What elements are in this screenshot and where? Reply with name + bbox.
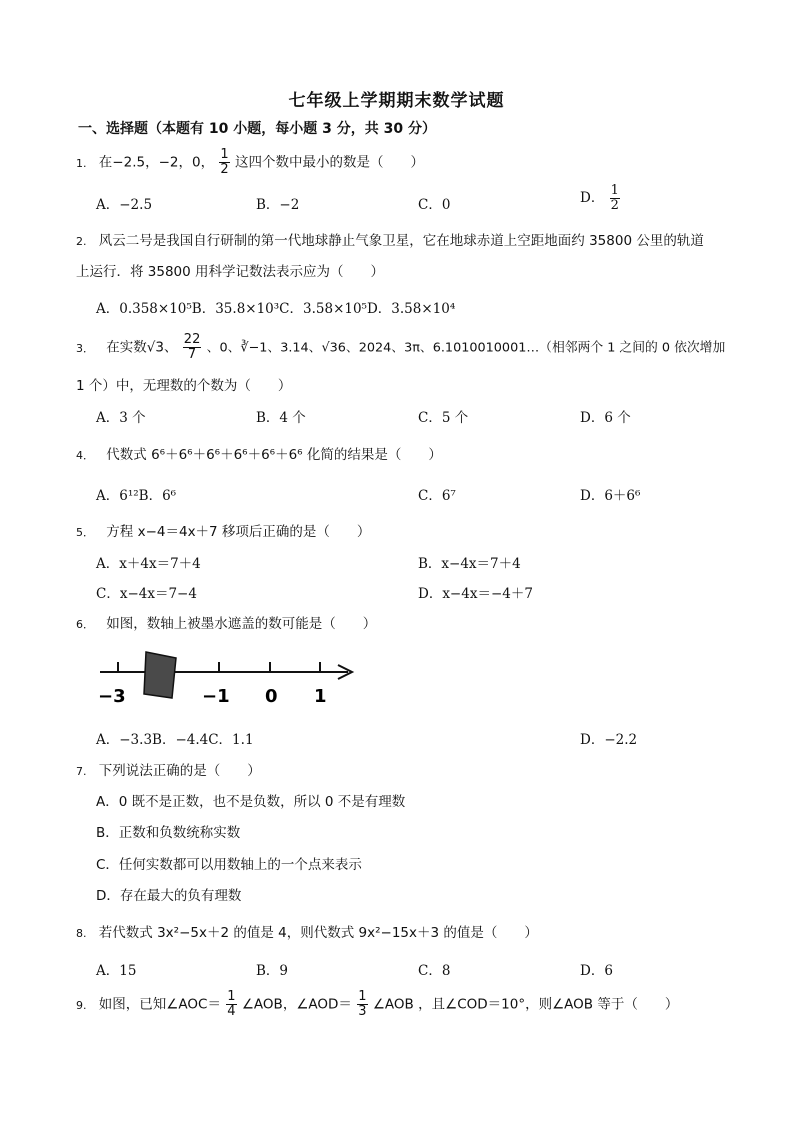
question-text: 如图，数轴上被墨水遮盖的数可能是（ ） bbox=[106, 616, 377, 632]
option-d: D．存在最大的负有理数 bbox=[96, 888, 242, 904]
option-b: B．正数和负数统称实数 bbox=[96, 825, 241, 841]
fraction-numerator: 1 bbox=[227, 989, 236, 1004]
question-text: 下列说法正确的是（ ） bbox=[98, 763, 261, 779]
options-row: A．0.358×10⁵B．35.8×10³C．3.58×10⁵D．3.58×10⁴ bbox=[96, 301, 456, 317]
option-b: B．9 bbox=[256, 963, 289, 979]
option-d: D．6 个 bbox=[580, 410, 631, 426]
axis-label-neg1: −1 bbox=[202, 686, 230, 707]
question-text: ∠AOB，∠AOD＝ bbox=[241, 996, 352, 1013]
option-d: D．x−4x＝−4＋7 bbox=[418, 586, 533, 602]
axis-label-1: 1 bbox=[314, 686, 327, 707]
option-a: A．x＋4x＝7＋4 bbox=[96, 556, 201, 572]
question-1 bbox=[76, 148, 424, 177]
option-b: B．4 个 bbox=[256, 410, 306, 426]
question-text: 在实数√3、 bbox=[106, 339, 178, 356]
option-a-b-c: A．−3.3B．−4.4C．1.1 bbox=[96, 732, 254, 748]
question-text: 若代数式 3x²−5x＋2 的值是 4，则代数式 9x²−15x＋3 的值是（ ） bbox=[98, 925, 538, 941]
fraction bbox=[219, 148, 229, 177]
question-number: 1. bbox=[76, 156, 87, 170]
fraction-denominator: 2 bbox=[220, 162, 229, 177]
option-a: A．15 bbox=[96, 963, 137, 979]
option-b: B．−2 bbox=[256, 197, 300, 213]
option-b: B．x−4x＝7＋4 bbox=[418, 556, 521, 572]
question-text: ∠AOB ，且∠COD＝10°，则∠AOB 等于（ ） bbox=[372, 996, 679, 1013]
question-number: 3． bbox=[76, 341, 94, 355]
fraction-denominator: 3 bbox=[358, 1004, 367, 1019]
question-number: 5． bbox=[76, 526, 94, 539]
option-c: C．任何实数都可以用数轴上的一个点来表示 bbox=[96, 857, 362, 873]
option-label: D． bbox=[580, 190, 605, 206]
question-2 bbox=[76, 229, 704, 249]
option-d: D．6＋6⁶ bbox=[580, 488, 641, 504]
page-title: 七年级上学期期末数学试题 bbox=[288, 91, 505, 111]
option-a-b: A．6¹²B．6⁶ bbox=[96, 488, 177, 504]
option-a: A．3 个 bbox=[96, 410, 146, 426]
question-number: 9. bbox=[76, 998, 87, 1012]
question-number: 2. bbox=[76, 235, 87, 248]
question-text: 如图，已知∠AOC＝ bbox=[98, 996, 221, 1013]
axis-label-0: 0 bbox=[265, 686, 278, 707]
fraction bbox=[610, 184, 620, 213]
option-d: D．−2.2 bbox=[580, 732, 638, 748]
option-c: C．6⁷ bbox=[418, 488, 456, 504]
option-a: A．0 既不是正数，也不是负数，所以 0 不是有理数 bbox=[96, 794, 406, 810]
question-text: 方程 x−4＝4x＋7 移项后正确的是（ ） bbox=[106, 524, 371, 540]
question-number: 4． bbox=[76, 449, 94, 462]
fraction-denominator: 4 bbox=[227, 1004, 236, 1019]
axis-label-neg3: −3 bbox=[98, 686, 126, 707]
fraction-numerator: 1 bbox=[220, 147, 229, 162]
option-a: A．−2.5 bbox=[96, 197, 153, 213]
question-4 bbox=[76, 443, 442, 463]
question-6 bbox=[76, 612, 376, 632]
option-c: C．8 bbox=[418, 963, 451, 979]
question-2-line-2: 上运行．将 35800 用科学记数法表示应为（ ） bbox=[76, 264, 385, 280]
question-5 bbox=[76, 520, 370, 540]
fraction bbox=[183, 333, 202, 362]
fraction-denominator: 2 bbox=[610, 198, 619, 213]
section-heading: 一、选择题（本题有 10 小题，每小题 3 分，共 30 分） bbox=[78, 121, 436, 137]
question-text: 在−2.5，−2，0， bbox=[98, 154, 215, 171]
fraction-numerator: 1 bbox=[610, 183, 619, 198]
fraction-denominator: 7 bbox=[187, 347, 197, 362]
option-c: C．0 bbox=[418, 197, 451, 213]
question-9 bbox=[76, 990, 678, 1019]
question-number: 6． bbox=[76, 618, 94, 631]
question-text: 代数式 6⁶＋6⁶＋6⁶＋6⁶＋6⁶＋6⁶ 化简的结果是（ ） bbox=[106, 447, 442, 463]
question-7 bbox=[76, 759, 261, 779]
question-text: 这四个数中最小的数是（ ） bbox=[234, 154, 424, 171]
option-d: D．6 bbox=[580, 963, 613, 979]
number-line-figure bbox=[90, 650, 360, 712]
option-c: C．x−4x＝7−4 bbox=[96, 586, 197, 602]
fraction-numerator: 22 bbox=[183, 332, 201, 347]
fraction bbox=[226, 990, 236, 1019]
question-8 bbox=[76, 921, 538, 941]
question-text: 、0、∛−1、3.14、√36、2024、3π、6.1010010001…（相邻两个 1 之间的 0 依次增加 bbox=[206, 340, 726, 356]
fraction-numerator: 1 bbox=[358, 989, 367, 1004]
question-3 bbox=[76, 333, 725, 362]
question-3-line-2: 1 个）中，无理数的个数为（ ） bbox=[76, 378, 292, 394]
question-number: 7. bbox=[76, 765, 87, 778]
ink-blot bbox=[144, 652, 176, 698]
option-c: C．5 个 bbox=[418, 410, 469, 426]
question-number: 8. bbox=[76, 927, 87, 940]
question-text: 风云二号是我国自行研制的第一代地球静止气象卫星，它在地球赤道上空距地面约 35800 公里的轨道 bbox=[98, 233, 704, 249]
fraction bbox=[357, 990, 367, 1019]
option-d bbox=[580, 184, 621, 213]
